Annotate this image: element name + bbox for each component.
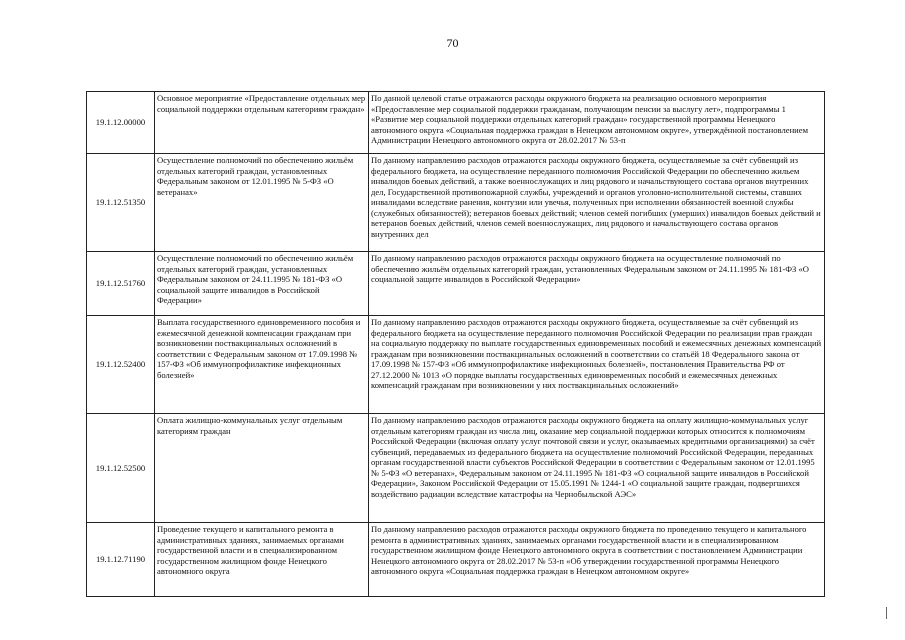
table-row <box>87 252 825 316</box>
table-row <box>87 316 825 414</box>
table-row <box>87 414 825 523</box>
row-description: По данному направлению расходов отражаются расходы окружного бюджета, осуществляемые за счёт субвенций из федерального бюджета, на осуществление переданного полномочия Российской Федерации по обеспечению жильем инвалидов боевых действий, а также военнослужащих и лиц рядового и начальствующего состава органов внутренних дел, Государственной противопожарной службы, учреждений и органов уголовно-исполнительной системы, ставших инвалидами вследствие ранения, контузии или увечья, полученных при исполнении обязанностей военной службы (служебных обязанностей); ветеранов боевых действий; членов семей погибших (умерших) инвалидов боевых действий и ветеранов боевых действий, членов семей военнослужащих, лиц рядового и начальствующего состава органов внутренних дел <box>369 154 825 252</box>
row-description: По данной целевой статье отражаются расходы окружного бюджета на реализацию основного мероприятия «Предоставление мер социальной поддержки гражданам, получающим пенсии за выслугу лет», подпрограммы 1 «Развитие мер социальной поддержки отдельных категорий граждан» государственной программы Ненецкого автономного округа «Социальная поддержка граждан в Ненецком автономном округе», утверждённой постановлением Администрации Ненецкого автономного округа от 28.02.2017 № 53-п <box>369 92 825 154</box>
row-description: По данному направлению расходов отражаются расходы окружного бюджета, осуществляемые за счёт субвенций из федерального бюджета на осуществление переданного полномочия Российской Федерации по реализации прав граждан на социальную поддержку по выплате государственных единовременных пособий и ежемесячных денежных компенсаций гражданам при возникновении поствакцинальных осложнений в соответствии со статьёй 18 Федерального закона от 17.09.1998 № 157-ФЗ «Об иммунопрофилактике инфекционных болезней», постановления Правительства РФ от 27.12.2000 № 1013 «О порядке выплаты государственных единовременных пособий и ежемесячных денежных компенсаций гражданам при возникновении у них поствакцинальных осложнений» <box>369 316 825 414</box>
page-number: 70 <box>446 36 459 50</box>
row-code: 19.1.12.52500 <box>87 414 155 523</box>
row-description: По данному направлению расходов отражаются расходы окружного бюджета на оплату жилищно-коммунальных услуг отдельным категориям граждан из числа лиц, оказание мер социальной поддержки которых относится к полномочиям Российской Федерации (включая оплату услуг почтовой связи и услуг, оказываемых кредитными организациями) за счёт субвенций, передаваемых из федерального бюджета на осуществление полномочий Российской Федерации, переданных органам государственной власти субъектов Российской Федерации в соответствии с Федеральным законом от 12.01.1995 № 5-ФЗ «О ветеранах», Федеральным законом от 24.11.1995 № 181-ФЗ «О социальной защите инвалидов в Российской Федерации», Законом Российской Федерации от 15.05.1991 № 1244-1 «О социальной защите граждан, подвергшихся воздействию радиации вследствие катастрофы на Чернобыльской АЭС» <box>369 414 825 523</box>
budget-classification-table <box>86 91 825 597</box>
row-code: 19.1.12.71190 <box>87 523 155 597</box>
row-code: 19.1.12.51350 <box>87 154 155 252</box>
row-name: Осуществление полномочий по обеспечению жильём отдельных категорий граждан, установленных Федеральным законом от 12.01.1995 № 5-ФЗ «О ветеранах» <box>155 154 369 252</box>
table-row <box>87 154 825 252</box>
row-description: По данному направлению расходов отражаются расходы окружного бюджета по проведению текущего и капитального ремонта в административных зданиях, занимаемых органами государственной власти и в специализированном государственном жилищном фонде Ненецкого автономного округа в соответствии с постановлением Администрации Ненецкого автономного округа от 28.02.2017 № 53-п «Об утверждении государственной программы Ненецкого автономного округа «Социальная поддержка граждан в Ненецком автономном округе» <box>369 523 825 597</box>
row-code: 19.1.12.00000 <box>87 92 155 154</box>
row-name: Выплата государственного единовременного пособия и ежемесячной денежной компенсации гражданам при возникновении поствакцинальных осложнений в соответствии с Федеральным законом от 17.09.1998 № 157-ФЗ «Об иммунопрофилактике инфекционных болезней» <box>155 316 369 414</box>
table-row <box>87 92 825 154</box>
table-row <box>87 523 825 597</box>
scan-mark <box>886 607 887 619</box>
row-name: Оплата жилищно-коммунальных услуг отдельным категориям граждан <box>155 414 369 523</box>
row-code: 19.1.12.51760 <box>87 252 155 316</box>
row-name: Основное мероприятие «Предоставление отдельных мер социальной поддержки отдельным категориям граждан» <box>155 92 369 154</box>
row-code: 19.1.12.52400 <box>87 316 155 414</box>
row-name: Осуществление полномочий по обеспечению жильём отдельных категорий граждан, установленных Федеральным законом от 24.11.1995 № 181-ФЗ «О социальной защите инвалидов в Российской Федерации» <box>155 252 369 316</box>
row-name: Проведение текущего и капитального ремонта в административных зданиях, занимаемых органами государственной власти и в специализированном государственном жилищном фонде Ненецкого автономного округа <box>155 523 369 597</box>
row-description: По данному направлению расходов отражаются расходы окружного бюджета на осуществление полномочий по обеспечению жильём отдельных категорий граждан, установленных Федеральным законом от 24.11.1995 № 181-ФЗ «О социальной защите инвалидов в Российской Федерации» <box>369 252 825 316</box>
